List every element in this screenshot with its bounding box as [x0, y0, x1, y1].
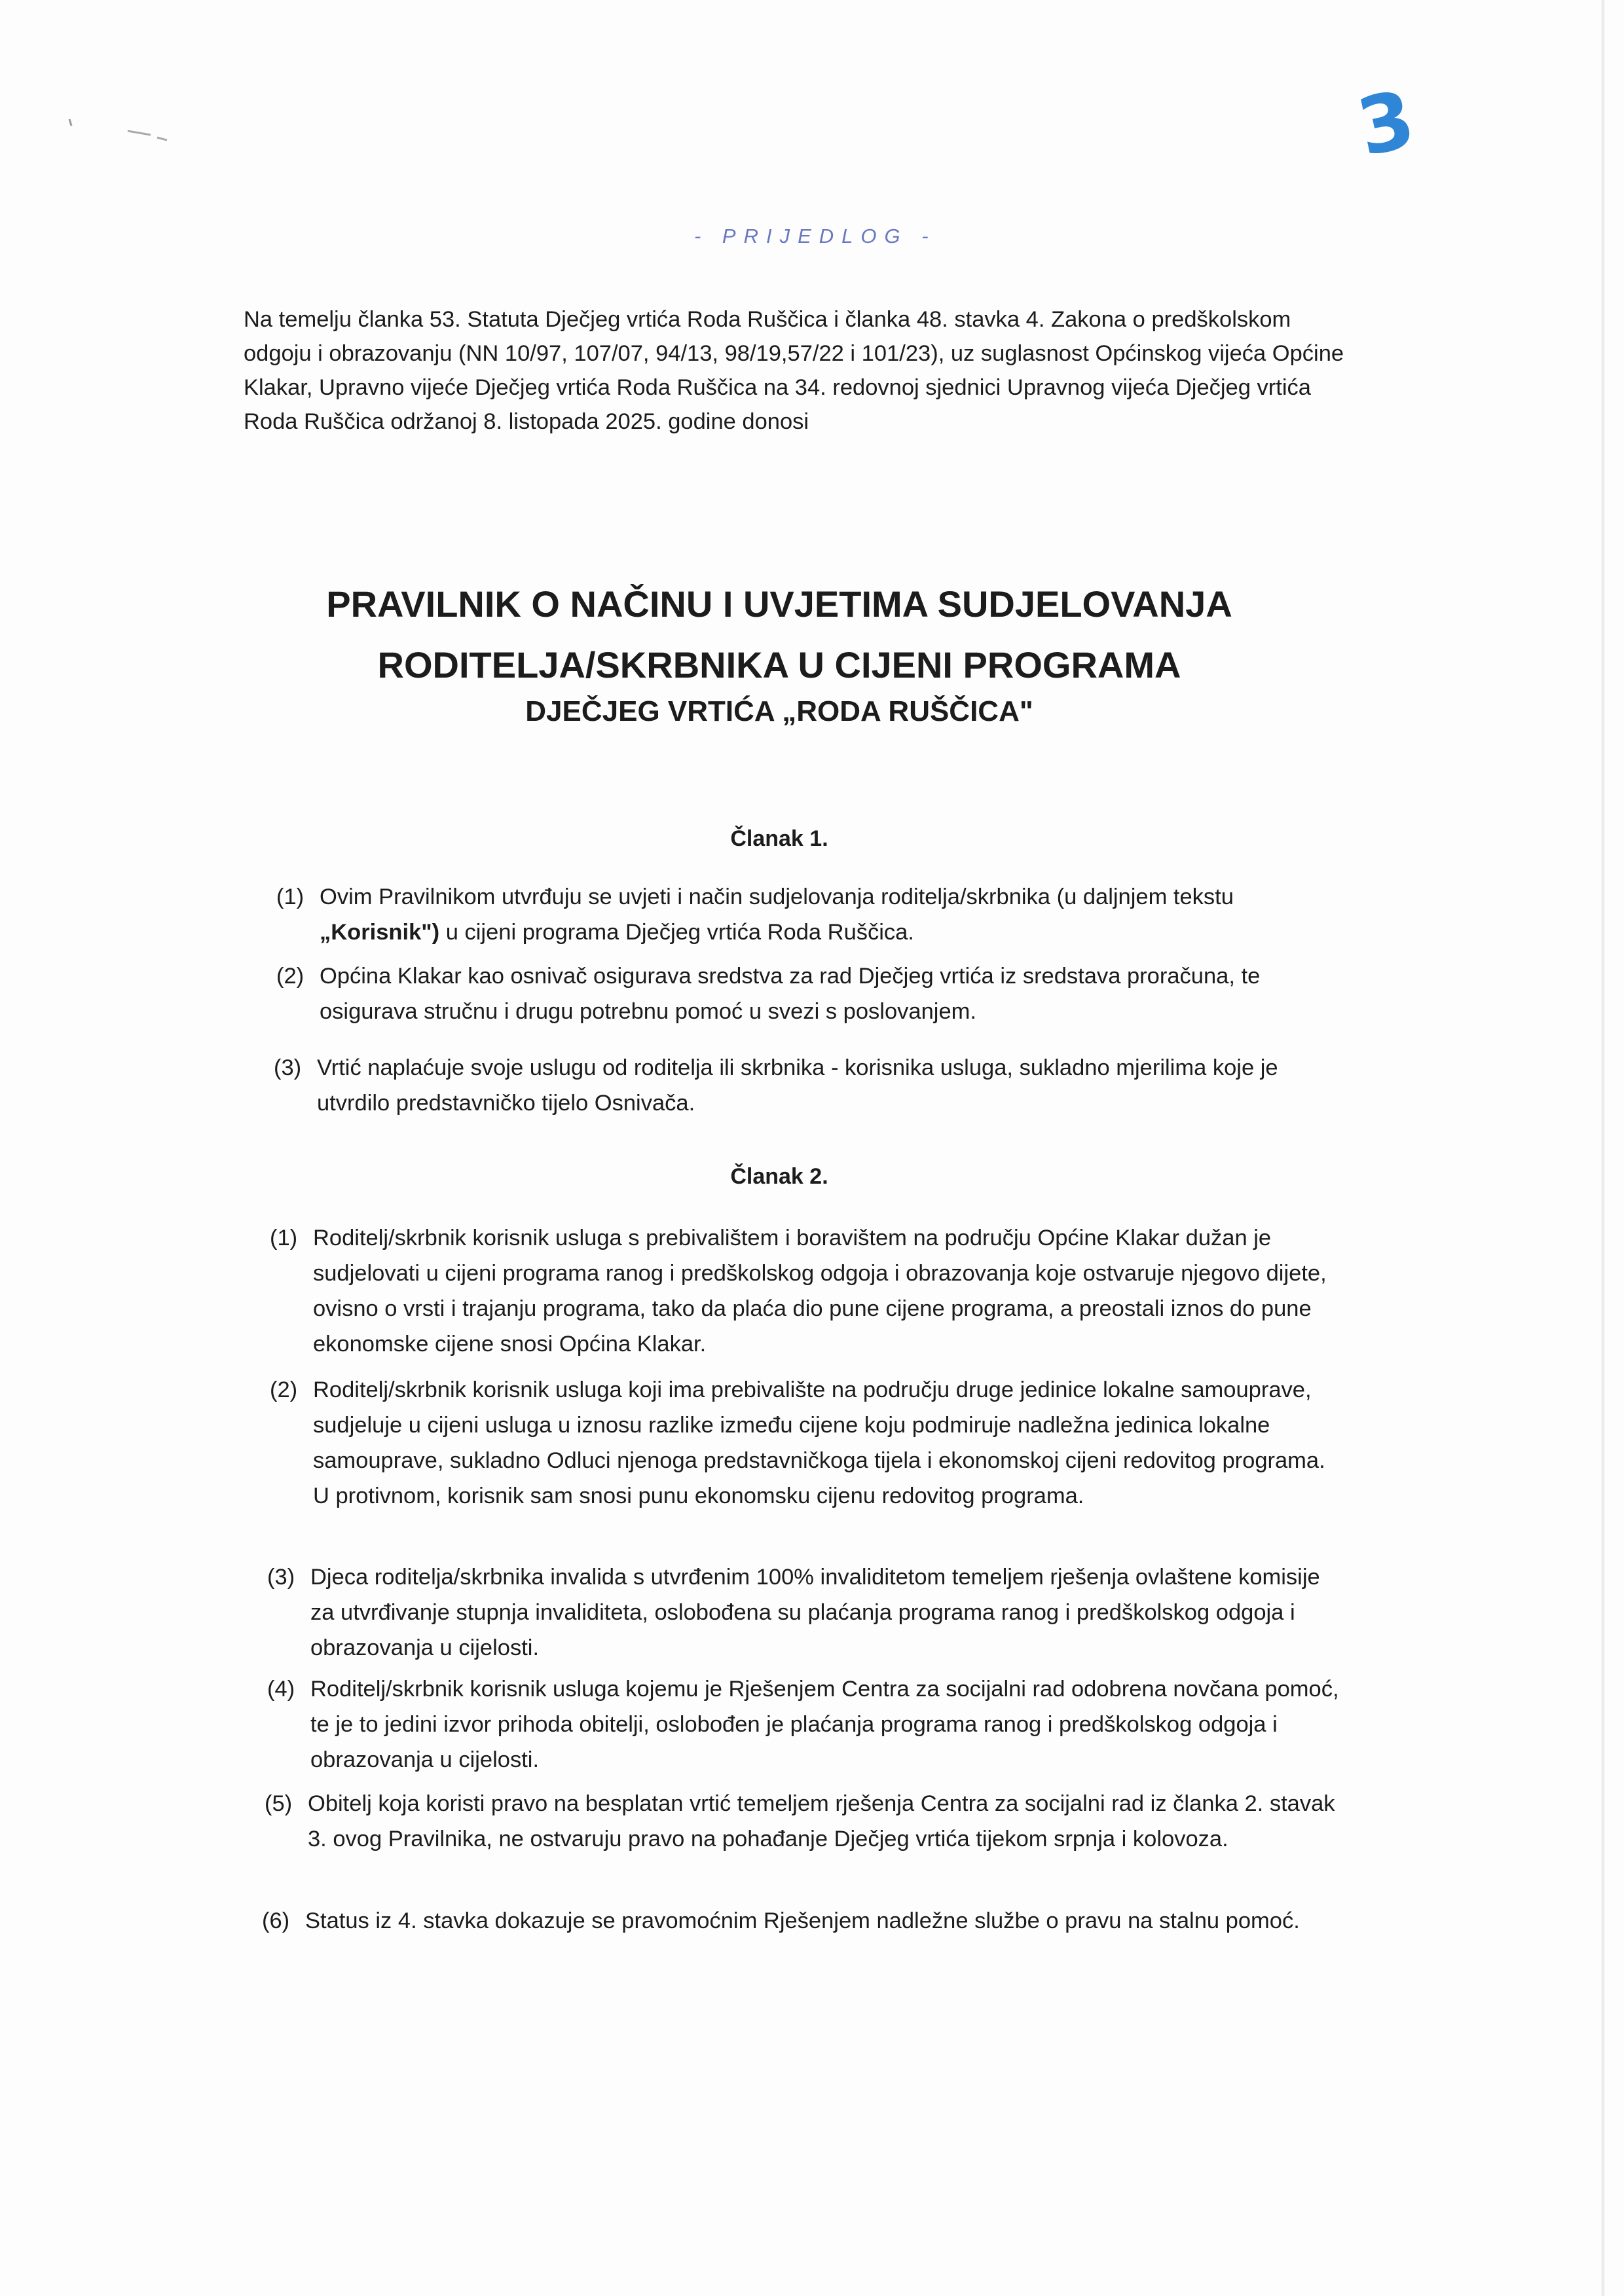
- clause-number: (3): [267, 1565, 295, 1590]
- clause-number: (1): [276, 884, 304, 909]
- clause-text: u cijeni programa Dječjeg vrtića Roda Ruščica.: [439, 920, 914, 945]
- article-1-clause-2: [276, 958, 1341, 1029]
- article-2-clause-6: [262, 1903, 1340, 1939]
- clause-number: (3): [274, 1055, 302, 1080]
- clause-text: Status iz 4. stavka dokazuje se pravomoćnim Rješenjem nadležne službe o pravu na stalnu pomoć.: [305, 1908, 1300, 1933]
- clause-bold-term: „Korisnik"): [320, 920, 440, 945]
- preamble: Na temelju članka 53. Statuta Dječjeg vrtića Roda Ruščica i članka 48. stavka 4. Zakona o predškolskom odgoju i obrazovanju (NN 10/97, 107/07, 94/13, 98/19,57/22 i 101/23), uz suglasnost Općinskog vijeća Općine Klakar, Upravno vijeće Dječjeg vrtića Roda Ruščica na 34. redovnoj sjednici Upravnog vijeća Dječjeg vrtića Roda Ruščica održanoj 8. listopada 2025. godine donosi: [244, 307, 1344, 434]
- clause-text: Roditelj/skrbnik korisnik usluga kojemu je Rješenjem Centra za socijalni rad odobrena novčana pomoć, te je to jedini izvor prihoda obitelji, oslobođen je plaćanja programa ranog i predškolskog odgoja i obrazovanja u cijelosti.: [310, 1677, 1339, 1772]
- clause-text: Općina Klakar kao osnivač osigurava sredstva za rad Dječjeg vrtića iz sredstava proračuna, te osigurava stručnu i drugu potrebnu pomoć u svezi s poslovanjem.: [320, 964, 1261, 1024]
- clause-number: (4): [267, 1677, 295, 1702]
- clause-number: (2): [276, 964, 304, 989]
- clause-text: Roditelj/skrbnik korisnik usluga s prebivalištem i boravištem na području Općine Klakar dužan je sudjelovati u cijeni programa ranog i predškolskog odgoja i obrazovanja koje ostvaruje njegovo dijete, ovisno o vrsti i trajanju programa, tako da plaća dio pune cijene programa, a preostali iznos do pune ekonomske cijene snosi Općina Klakar.: [313, 1226, 1327, 1357]
- scan-specks: [65, 111, 183, 151]
- article-1-heading: Članak 1.: [730, 826, 828, 851]
- article-2-clause-5: [265, 1786, 1342, 1857]
- article-1-clause-3: [274, 1050, 1338, 1121]
- article-2-clause-2: [270, 1372, 1341, 1514]
- clause-text: Obitelj koja koristi pravo na besplatan vrtić temeljem rješenja Centra za socijalni rad iz članka 2. stavak 3. ovog Pravilnika, ne ostvaruju pravo na pohađanje Dječjeg vrtića tijekom srpnja i kolovoza.: [308, 1791, 1335, 1851]
- clause-number: (1): [270, 1226, 298, 1250]
- clause-text: Ovim Pravilnikom utvrđuju se uvjeti i način sudjelovanja roditelja/skrbnika (u daljnjem tekstu: [320, 884, 1234, 909]
- clause-number: (2): [270, 1377, 298, 1402]
- clause-number: (6): [262, 1908, 290, 1933]
- title-line-1: PRAVILNIK O NAČINU I UVJETIMA SUDJELOVANJA: [326, 583, 1232, 625]
- clause-text: Djeca roditelja/skrbnika invalida s utvrđenim 100% invaliditetom temeljem rješenja ovlaštene komisije za utvrđivanje stupnja invaliditeta, oslobođena su plaćanja programa ranog i predškolskog odgoja i obrazovanja u cijelosti.: [310, 1565, 1320, 1660]
- draft-label: - PRIJEDLOG -: [694, 225, 936, 247]
- clause-text: Vrtić naplaćuje svoje uslugu od roditelja ili skrbnika - korisnika usluga, sukladno mjerilima koje je utvrdilo predstavničko tijelo Osnivača.: [317, 1055, 1278, 1116]
- handwritten-page-number: 3: [1350, 73, 1423, 175]
- title-line-3: DJEČJEG VRTIĆA „RODA RUŠČICA": [525, 695, 1033, 727]
- article-2-clause-1: [270, 1220, 1341, 1362]
- article-2-heading: Članak 2.: [730, 1164, 828, 1189]
- article-2-clause-4: [267, 1671, 1342, 1777]
- scan-page-edge: [1601, 0, 1605, 2296]
- clause-number: (5): [265, 1791, 293, 1816]
- clause-text: Roditelj/skrbnik korisnik usluga koji ima prebivalište na području druge jedinice lokalne samouprave, sudjeluje u cijeni usluga u iznosu razlike između cijene koju podmiruje nadležna jedinica lokalne samouprave, sukladno Odluci njenoga predstavničkoga tijela i ekonomskoj cijeni redovitog programa. U protivnom, korisnik sam snosi punu ekonomsku cijenu redovitog programa.: [313, 1377, 1325, 1508]
- article-2-clause-3: [267, 1559, 1342, 1666]
- article-1-clause-1: [276, 879, 1341, 950]
- title-line-2: RODITELJA/SKRBNIKA U CIJENI PROGRAMA: [377, 644, 1181, 685]
